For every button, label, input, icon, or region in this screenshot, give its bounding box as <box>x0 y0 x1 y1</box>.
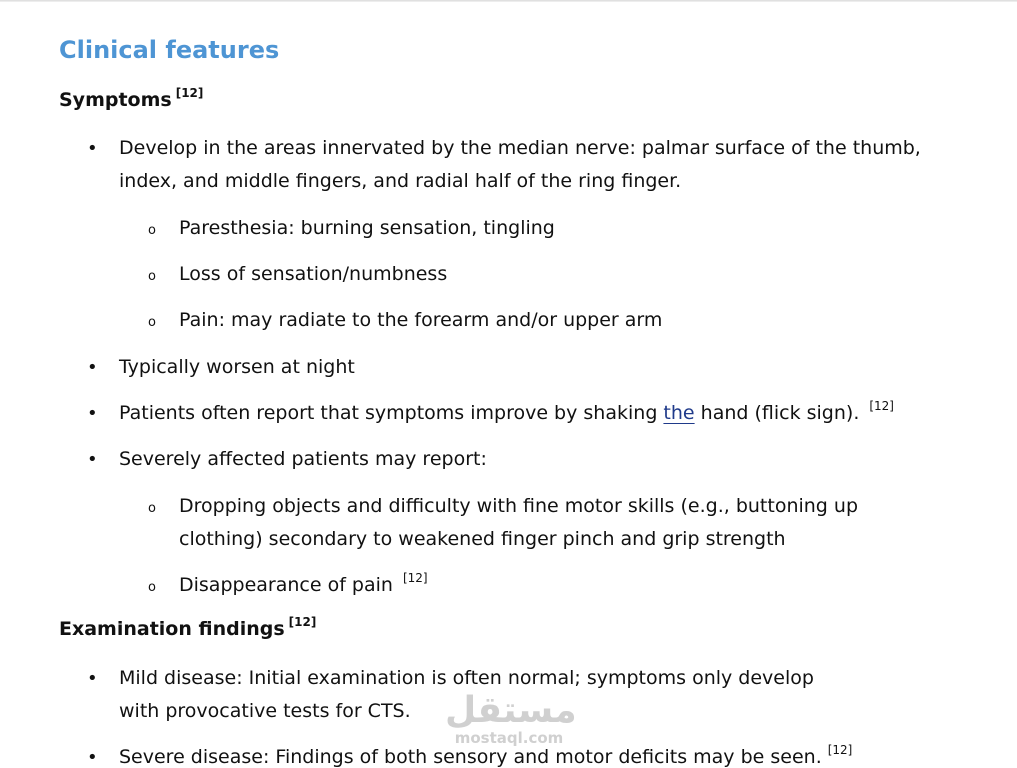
top-border <box>0 0 1017 2</box>
list-item-text: Severe disease: Findings of both sensory and motor deficits may be seen. <box>119 746 822 768</box>
exam-title: Examination findings <box>59 618 285 640</box>
citation: [12] <box>827 743 853 757</box>
section-heading: Clinical features <box>59 36 280 64</box>
list-item-line: Mild disease: Initial examination is often normal; symptoms only develop <box>119 667 814 689</box>
citation: [12] <box>869 399 894 413</box>
watermark-logo <box>445 690 577 747</box>
bullet-icon: • <box>87 449 98 470</box>
list-item: Typically worsen at night <box>119 356 355 378</box>
list-item-text: hand (flick sign). <box>694 402 860 424</box>
list-item-text: Disappearance of pain <box>179 574 393 596</box>
bullet-icon: • <box>87 357 98 378</box>
sub-bullet-icon: o <box>148 501 156 516</box>
bullet-icon: • <box>87 668 98 689</box>
sub-list-item: Paresthesia: burning sensation, tingling <box>179 217 555 239</box>
symptoms-heading <box>59 86 204 111</box>
list-item: Severely affected patients may report: <box>119 448 487 470</box>
symptoms-title: Symptoms <box>59 89 172 111</box>
sub-bullet-icon: o <box>148 223 156 238</box>
list-item-line: Dropping objects and difficulty with fine motor skills (e.g., buttoning up <box>179 495 859 517</box>
sub-bullet-icon: o <box>148 269 156 284</box>
list-item-text: Patients often report that symptoms improve by shaking <box>119 402 664 424</box>
list-item-line: index, and middle fingers, and radial half of the ring finger. <box>119 170 682 192</box>
bullet-icon: • <box>87 138 98 159</box>
list-item-line: Develop in the areas innervated by the median nerve: palmar surface of the thumb, <box>119 137 921 159</box>
list-item <box>119 132 921 198</box>
sub-bullet-icon: o <box>148 580 156 595</box>
bullet-icon: • <box>87 747 98 768</box>
sub-list-item: Pain: may radiate to the forearm and/or upper arm <box>179 309 663 331</box>
exam-heading <box>59 615 317 640</box>
sub-list-item <box>179 490 858 556</box>
hyperlink[interactable]: the <box>663 402 695 424</box>
sub-list-item <box>179 569 428 604</box>
watermark-arabic: مستقل <box>445 690 577 731</box>
exam-citation: [12] <box>288 615 317 629</box>
bullet-icon: • <box>87 403 98 424</box>
list-item <box>119 397 894 432</box>
symptoms-citation: [12] <box>175 86 204 100</box>
list-item-line: clothing) secondary to weakened finger pinch and grip strength <box>179 528 786 550</box>
citation: [12] <box>402 571 428 585</box>
sub-bullet-icon: o <box>148 315 156 330</box>
sub-list-item: Loss of sensation/numbness <box>179 263 448 285</box>
list-item-line: with provocative tests for CTS. <box>119 700 411 722</box>
watermark-latin: mostaql.com <box>454 729 564 747</box>
